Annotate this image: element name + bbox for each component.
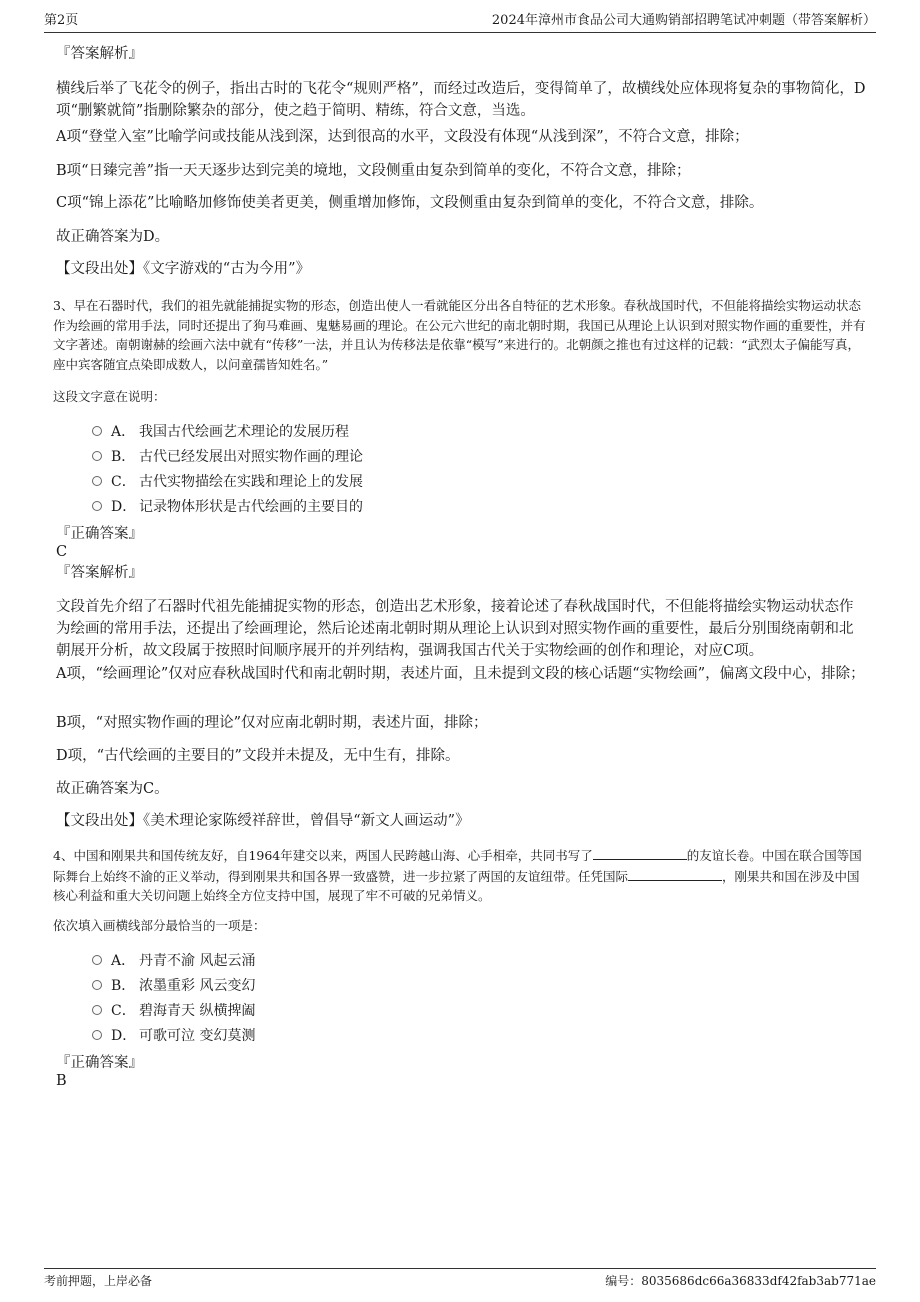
q3-option-d[interactable]: D． 记录物体形状是古代绘画的主要目的 [92, 497, 363, 517]
q3-answer-label: 『正确答案』 [56, 526, 143, 542]
q3-analysis-label: 『答案解析』 [56, 565, 143, 581]
q3-prompt: 这段文字意在说明： [53, 389, 166, 404]
q4-option-a[interactable]: A． 丹青不渝 风起云涌 [92, 951, 255, 971]
q3-option-b[interactable]: B． 古代已经发展出对照实物作画的理论 [92, 447, 363, 467]
q2-option-c-analysis: C项“锦上添花”比喻略加修饰使美者更美，侧重增加修饰，文段侧重由复杂到简单的变化，不符合文意，排除。 [56, 195, 764, 211]
q2-conclusion: 故正确答案为D。 [56, 229, 170, 245]
q2-analysis-label: 『答案解析』 [56, 46, 143, 62]
q4-answer-label: 『正确答案』 [56, 1055, 143, 1071]
q3-option-b-analysis: B项，“对照实物作画的理论”仅对应南北朝时期，表述片面，排除； [56, 715, 488, 731]
q4-option-b[interactable]: B． 浓墨重彩 风云变幻 [92, 976, 255, 996]
q4-answer: B [56, 1073, 67, 1089]
fill-blank-1 [593, 845, 687, 860]
radio-icon[interactable] [92, 501, 102, 511]
radio-icon[interactable] [92, 980, 102, 990]
q4-option-c[interactable]: C． 碧海青天 纵横捭阖 [92, 1001, 255, 1021]
page-header [44, 12, 876, 33]
q2-source: 【文段出处】《文字游戏的“古为今用”》 [56, 261, 311, 277]
fill-blank-2 [628, 866, 722, 881]
q3-source: 【文段出处】《美术理论家陈绶祥辞世，曾倡导“新文人画运动”》 [56, 813, 470, 829]
radio-icon[interactable] [92, 1030, 102, 1040]
q2-analysis-paragraph: 横线后举了飞花令的例子，指出古时的飞花令“规则严格”，而经过改造后，变得简单了，故横线处应体现将复杂的事物简化，D项“删繁就简”指删除繁杂的部分，使之趋于简明、精练，符合文意，当选。 [56, 81, 866, 119]
document-title: 2024年漳州市食品公司大通购销部招聘笔试冲刺题（带答案解析） [491, 13, 876, 28]
q4-prompt: 依次填入画横线部分最恰当的一项是： [53, 918, 266, 933]
q3-option-d-analysis: D项，“古代绘画的主要目的”文段并未提及，无中生有，排除。 [56, 748, 460, 764]
footer-slogan: 考前押题，上岸必备 [44, 1274, 153, 1288]
q3-stem: 3、早在石器时代，我们的祖先就能捕捉实物的形态，创造出使人一看就能区分出各自特征的艺术形象。春秋战国时代，不但能将描绘实物运动状态作为绘画的常用手法，同时还提出了狗马难画、鬼魅易画的理论。在公元六世纪的南北朝时期，我国已从理论上认识到对照实物作画的重要性，并有文字著述。南朝谢赫的绘画六法中就有“传移”一法，并且认为传移法是依靠“模写”来进行的。北朝颜之推也有过这样的记载：“武烈太子偏能写真，座中宾客随宜点染即成数人，以问童孺皆知姓名。” [53, 298, 866, 372]
radio-icon[interactable] [92, 426, 102, 436]
q3-option-a-analysis: A项，“绘画理论”仅对应春秋战国时代和南北朝时期，表述片面，且未提到文段的核心话题“实物绘画”，偏离文段中心，排除； [56, 666, 865, 682]
document-id: 编号：8035686dc66a36833df42fab3ab771ae [605, 1274, 876, 1288]
page-footer [44, 1268, 876, 1291]
q2-option-b-analysis: B项“日臻完善”指一天天逐步达到完美的境地，文段侧重由复杂到简单的变化，不符合文意，排除； [56, 163, 691, 179]
radio-icon[interactable] [92, 476, 102, 486]
q3-option-a[interactable]: A． 我国古代绘画艺术理论的发展历程 [92, 422, 349, 442]
q3-analysis-paragraph: 文段首先介绍了石器时代祖先能捕捉实物的形态，创造出艺术形象，接着论述了春秋战国时代，不但能将描绘实物运动状态作为绘画的常用手法，还提出了绘画理论，然后论述南北朝时期从理论上认识到对照实物作画的重要性，最后分别围绕南朝和北朝展开分析，故文段属于按照时间顺序展开的并列结构，强调我国古代关于实物绘画的创作和理论，对应C项。 [56, 599, 854, 659]
q3-answer: C [56, 544, 68, 560]
radio-icon[interactable] [92, 1005, 102, 1015]
q3-conclusion: 故正确答案为C。 [56, 781, 169, 797]
q2-option-a-analysis: A项“登堂入室”比喻学问或技能从浅到深，达到很高的水平，文段没有体现“从浅到深”，不符合文意，排除； [56, 129, 749, 145]
q3-option-c[interactable]: C． 古代实物描绘在实践和理论上的发展 [92, 472, 363, 492]
radio-icon[interactable] [92, 451, 102, 461]
q4-option-d[interactable]: D． 可歌可泣 变幻莫测 [92, 1026, 255, 1046]
radio-icon[interactable] [92, 955, 102, 965]
q4-stem: 4、中国和刚果共和国传统友好，自1964年建交以来，两国人民跨越山海、心手相牵，共同书写了 的友谊长卷。中国在联合国等国际舞台上始终不渝的正义举动，得到刚果共和国各界一致盛赞，进一步拉紧了两国的友谊纽带。任凭国际 ，刚果共和国在涉及中国核心利益和重大关切问题上始终全方位支持中国，展现了牢不可破的兄弟情义。 [53, 845, 869, 906]
page-number: 第2页 [44, 13, 79, 28]
